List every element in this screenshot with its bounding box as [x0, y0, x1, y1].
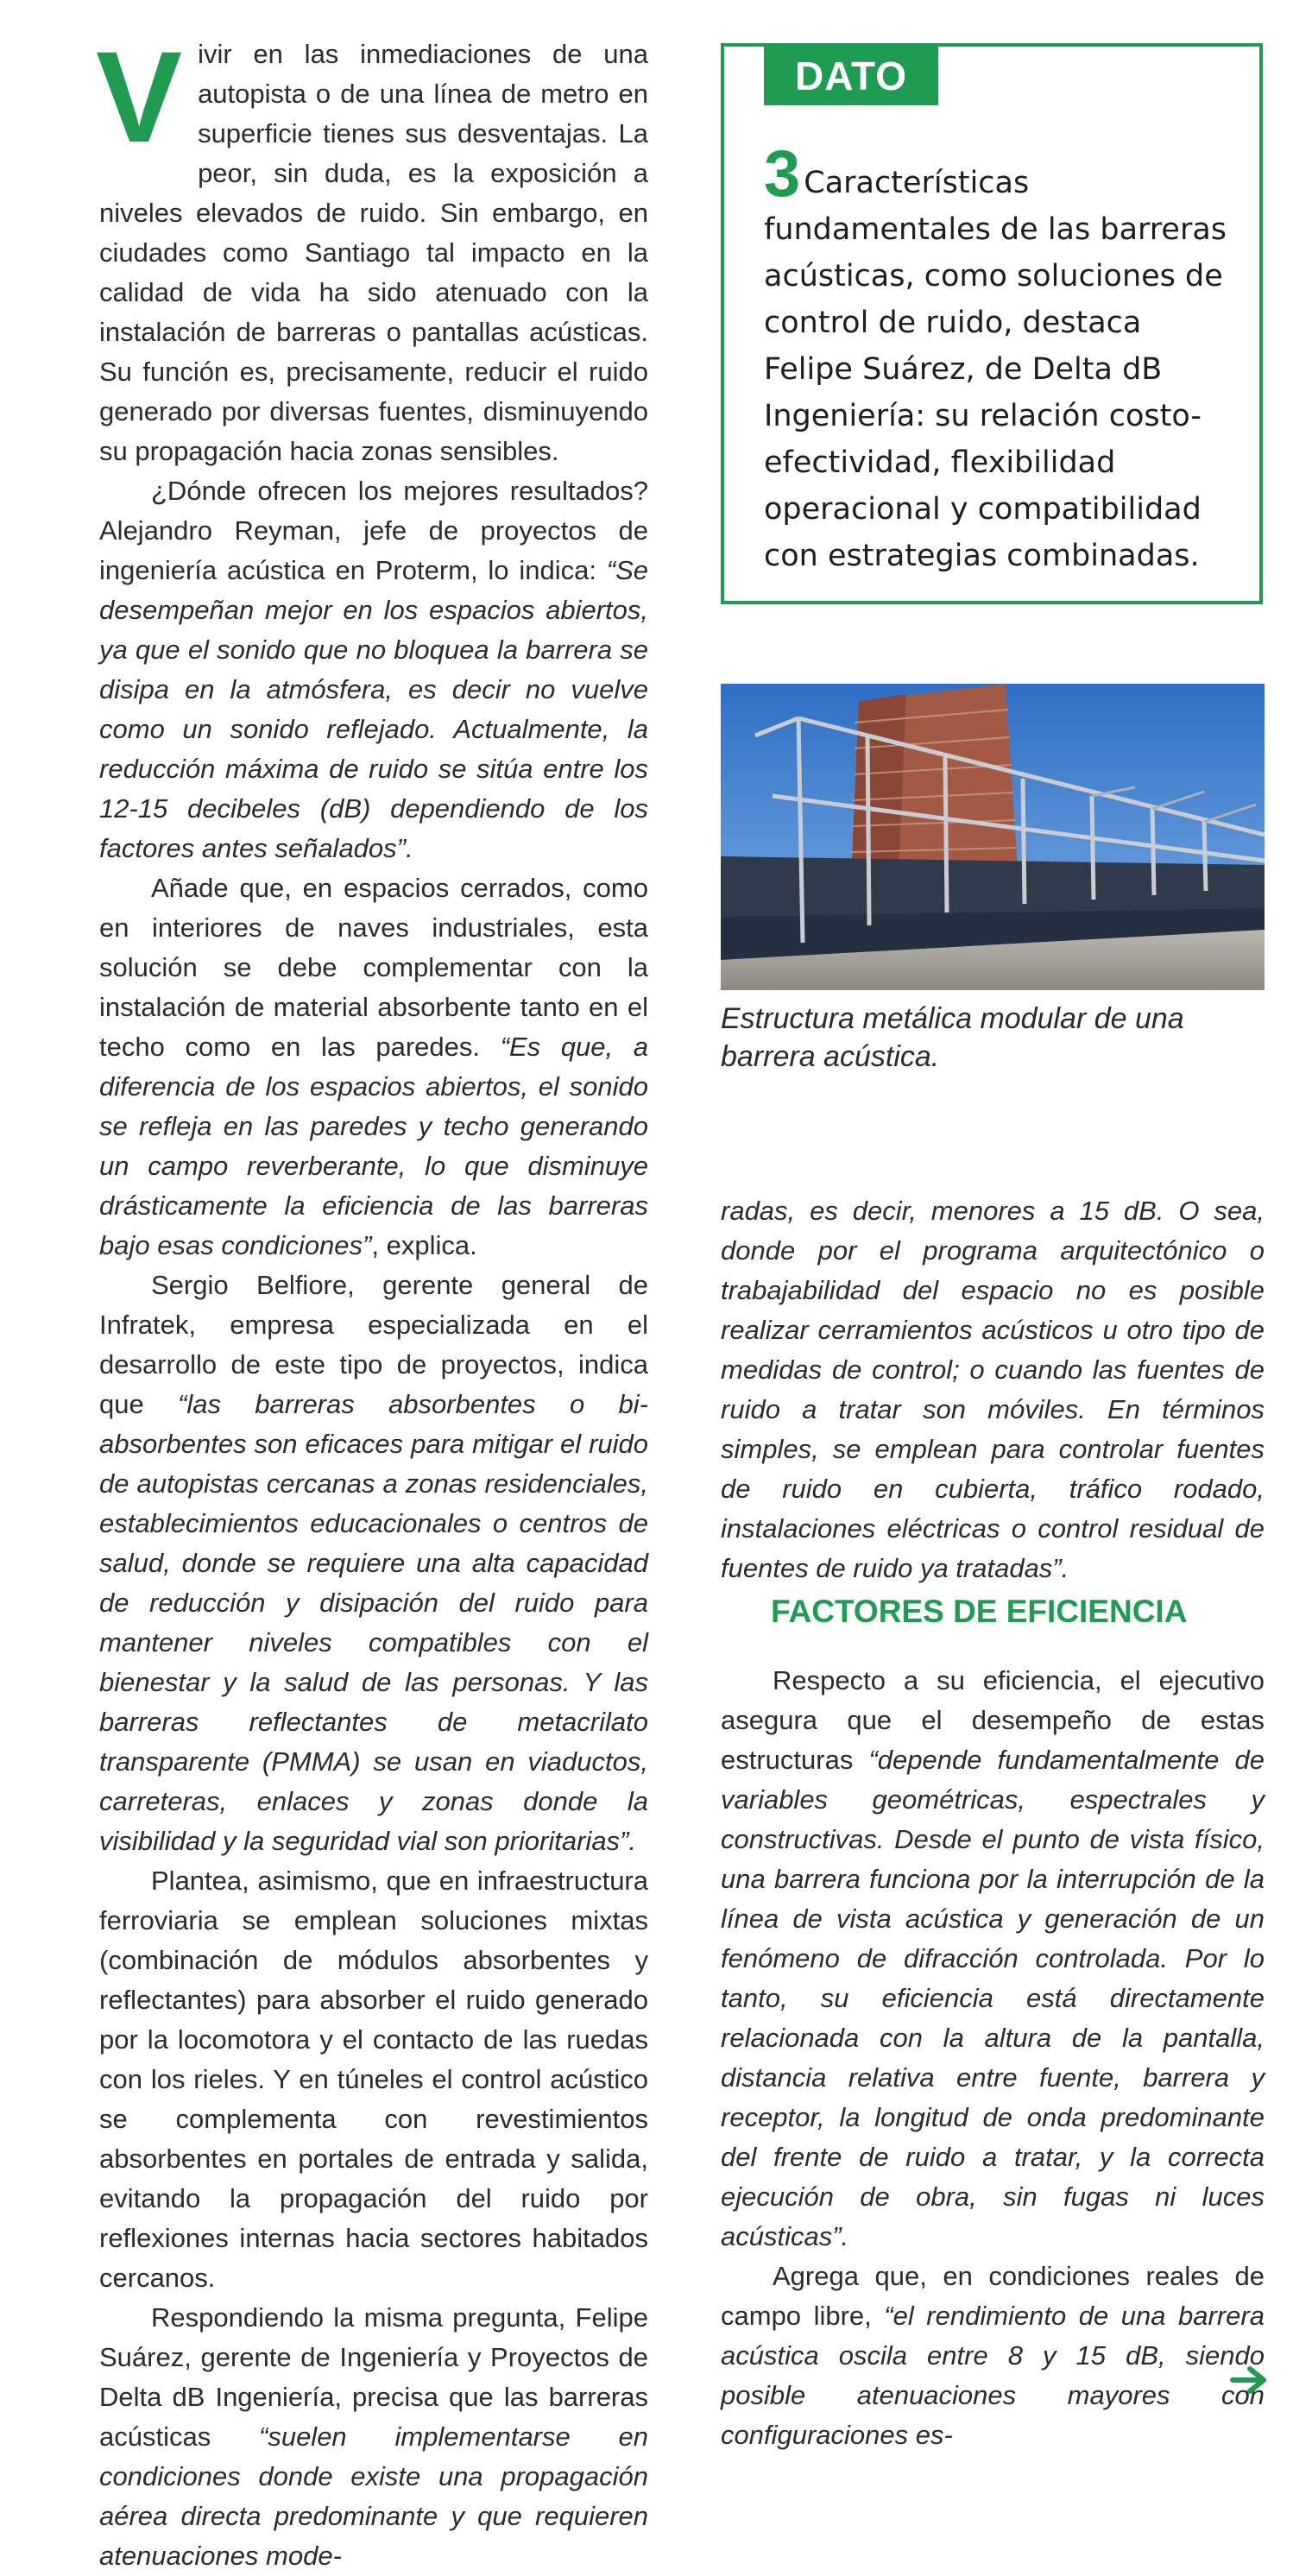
- paragraph-belfiore: [99, 1266, 648, 1861]
- barrier-photo-image: [721, 684, 1265, 990]
- paragraph-suarez: [99, 2298, 648, 2576]
- closed-spaces-quote: “Es que, a diferencia de los espacios abiertos, el sonido se refleja en las paredes y techo generando un campo reverberante, lo que disminuye drásticamente la eficiencia de las barreras bajo esas condiciones”: [99, 1032, 648, 1260]
- closed-spaces-end: , explica.: [371, 1230, 477, 1260]
- photo-caption: Estructura metálica modular de una barrera acústica.: [721, 1002, 1184, 1073]
- barrier-photo: [721, 684, 1265, 990]
- dato-body: Características fundamentales de las barreras acústicas, como soluciones de control de ruido, destaca Felipe Suárez, de Delta dB Ingeniería: su relación costo-efectividad, flexibilidad operacional y compatibilidad con estrategias combinadas.: [764, 166, 1227, 573]
- dato-box: [721, 43, 1263, 604]
- dato-number: 3: [764, 137, 801, 211]
- efficiency-quote: “depende fundamentalmente de variables geométricas, espectrales y constructivas. Desde el punto de vista físico, una barrera funciona por la interrupción de la línea de vista acústica y generación de un fenómeno de difracción controlada. Por lo tanto, su eficiencia está directamente relacionada con la altura de la pantalla, distancia relativa entre fuente, barrera y receptor, la longitud de onda predominante del frente de ruido a tratar, y la correcta ejecución de obra, sin fugas ni luces acústicas”.: [721, 1745, 1265, 2251]
- suarez-quote: “suelen implementarse en condiciones donde existe una propagación aérea directa predominante y que requieren atenuaciones mode-: [99, 2421, 648, 2571]
- suarez-intro: Respondiendo la misma pregunta, Felipe Suárez, gerente de Ingeniería y Proyectos de Delta dB Ingeniería, precisa que las barreras acústicas: [99, 2302, 648, 2452]
- paragraph-railway: Plantea, asimismo, que en infraestructura ferroviaria se emplean soluciones mixtas (combinación de módulos absorbentes y reflectantes) para absorber el ruido generado por la locomotora y el contacto de las ruedas con los rieles. Y en túneles el control acústico se complementa con revestimientos absorbentes en portales de entrada y salida, evitando la propagación del ruido por reflexiones internas hacia sectores habitados cercanos.: [99, 1866, 648, 2293]
- continuation-paragraph: [721, 1191, 1265, 1588]
- paragraph-efficiency: [721, 1661, 1265, 2257]
- paragraph-closed-spaces: [99, 868, 648, 1266]
- intro-text: ivir en las inmediaciones de una autopista o de una línea de metro en superficie tienes sus desventajas. La peor, sin duda, es la exposición a niveles elevados de ruido. Sin embargo, en ciudades como Santiago tal impacto en la calidad de vida ha sido atenuado con la instalación de barreras o pantallas acústicas. Su función es, precisamente, reducir el ruido generado por diversas fuentes, disminuyendo su propagación hacia zonas sensibles.: [99, 39, 648, 466]
- right-column-bottom: [721, 1661, 1265, 2455]
- reyman-intro: ¿Dónde ofrecen los mejores resultados? Alejandro Reyman, jefe de proyectos de ingeniería acústica en Proterm, lo indica:: [99, 476, 648, 585]
- belfiore-intro: Sergio Belfiore, gerente general de Infratek, empresa especializada en el desarrollo de este tipo de proyectos, indica que: [99, 1270, 648, 1419]
- dato-label: DATO: [764, 47, 938, 105]
- right-column-top: [721, 1191, 1265, 1588]
- intro-paragraph: [96, 24, 648, 471]
- field-intro: Agrega que, en condiciones reales de campo libre,: [721, 2261, 1265, 2331]
- continuation-quote: radas, es decir, menores a 15 dB. O sea, donde por el programa arquitectónico o trabajabilidad del espacio no es posible realizar cerramientos acústicos u otro tipo de medidas de control; o cuando las fuentes de ruido a tratar son móviles. En términos simples, se emplean para controlar fuentes de ruido en cubierta, tráfico rodado, instalaciones eléctricas o control residual de fuentes de ruido ya tratadas”.: [721, 1196, 1265, 1583]
- dato-text: [764, 137, 1239, 579]
- drop-cap: V: [96, 24, 183, 169]
- efficiency-intro: Respecto a su eficiencia, el ejecutivo asegura que el desempeño de estas estructuras: [721, 1665, 1265, 1775]
- arrow-right-icon[interactable]: [1229, 2365, 1269, 2395]
- paragraph-field: [721, 2257, 1265, 2455]
- left-column: [96, 24, 648, 2576]
- field-quote: “el rendimiento de una barrera acústica oscila entre 8 y 15 dB, siendo posible atenuaciones mayores con configuraciones es-: [721, 2301, 1265, 2450]
- paragraph-reyman: [99, 471, 648, 868]
- closed-spaces-intro: Añade que, en espacios cerrados, como en interiores de naves industriales, esta solución se debe complementar con la instalación de material absorbente tanto en el techo como en las paredes.: [99, 873, 648, 1062]
- reyman-quote: “Se desempeñan mejor en los espacios abiertos, ya que el sonido que no bloquea la barrera se disipa en la atmósfera, es decir no vuelve como un sonido reflejado. Actualmente, la reducción máxima de ruido se sitúa entre los 12-15 decibeles (dB) dependiendo de los factores antes señalados”.: [99, 555, 648, 863]
- section-heading: FACTORES DE EFICIENCIA: [771, 1594, 1188, 1629]
- belfiore-quote: “las barreras absorbentes o bi-absorbentes son eficaces para mitigar el ruido de autopistas cercanas a zonas residenciales, establecimientos educacionales o centros de salud, donde se requiere una alta capacidad de reducción y disipación del ruido para mantener niveles compatibles con el bienestar y la salud de las personas. Y las barreras reflectantes de metacrilato transparente (PMMA) se usan en viaductos, carreteras, enlaces y zonas donde la visibilidad y la seguridad vial son prioritarias”.: [99, 1389, 648, 1856]
